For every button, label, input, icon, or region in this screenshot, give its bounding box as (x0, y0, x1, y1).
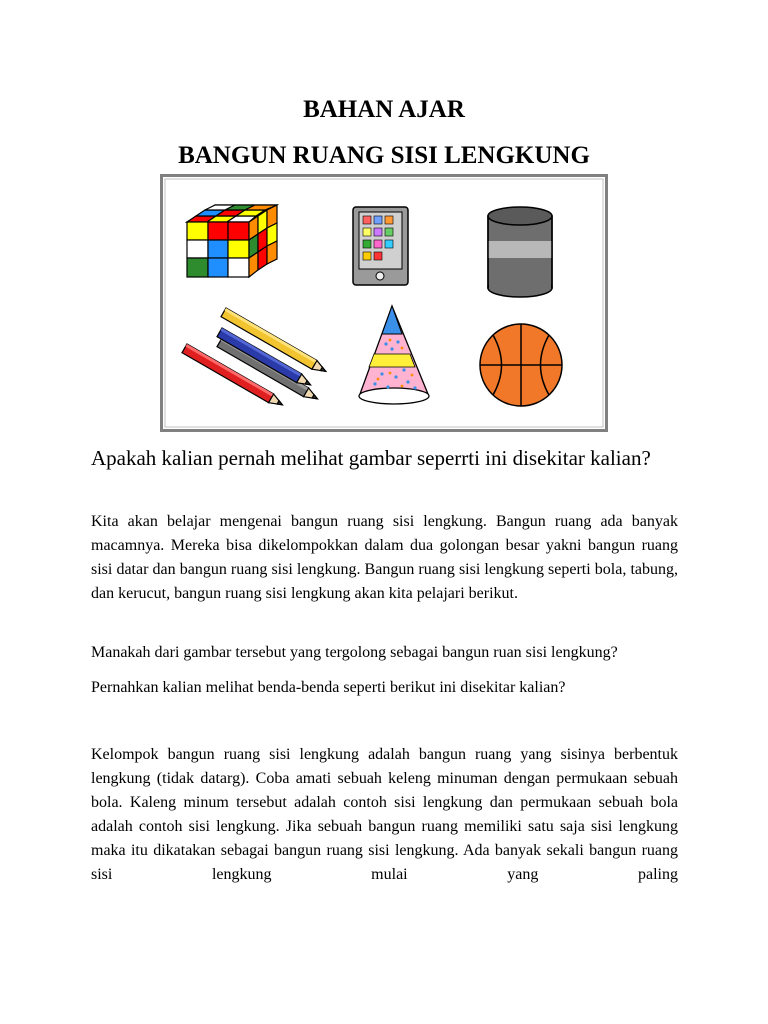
rubiks-cube-icon (187, 205, 277, 277)
paragraph-question-2: Pernahkan kalian melihat benda-benda seperti berikut ini disekitar kalian? (91, 679, 566, 696)
can-icon (488, 207, 552, 297)
intro-question: Apakah kalian pernah melihat gambar seperrti ini disekitar kalian? (91, 446, 651, 470)
paragraph-question-1: Manakah dari gambar tersebut yang tergolong sebagai bangun ruan sisi lengkung? (91, 644, 618, 661)
basketball-icon (480, 324, 562, 406)
paragraph-intro: Kita akan belajar mengenai bangun ruang sisi lengkung. Bangun ruang ada banyak macamnya. Mereka bisa dikelompokkan dalam dua golongan besar yakni bangun ruang sisi datar dan bangun ruang sisi lengkung. Bangun ruang sisi lengkung seperti bola, tabung, dan kerucut, bangun ruang sisi lengkung akan kita pelajari berikut. (91, 513, 678, 602)
phone-icon (353, 207, 408, 285)
document-subtitle: BANGUN RUANG SISI LENGKUNG (178, 142, 590, 169)
paragraph-explanation: Kelompok bangun ruang sisi lengkung adalah bangun ruang yang sisinya berbentuk lengkung (tidak datarg). Coba amati sebuah keleng minuman dengan permukaan sebuah bola. Kaleng minum tersebut adalah contoh sisi lengkung dan permukaan sebuah bola adalah contoh sisi lengkung. Jika sebuah bangun ruang memiliki satu saja sisi lengkung maka itu dikatakan sebagai bangun ruang sisi lengkung. Ada banyak sekali bangun ruang sisi lengkung mulai yang paling (91, 746, 678, 883)
document-title: BAHAN AJAR (303, 96, 465, 123)
shapes-illustration (160, 174, 608, 432)
